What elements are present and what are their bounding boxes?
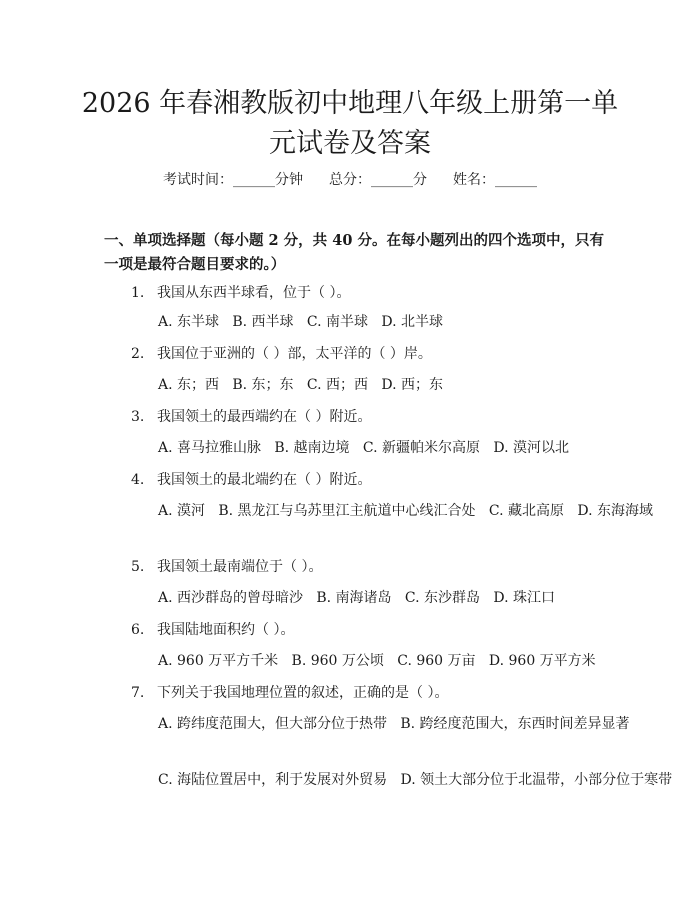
options-text: A. 漠河 B. 黑龙江与乌苏里江主航道中心线汇合处 C. 藏北高原 D. 东海海域 bbox=[158, 503, 653, 519]
options-text: A. 东半球 B. 西半球 C. 南半球 D. 北半球 bbox=[158, 314, 443, 330]
options-text: A. 960 万平方千米 B. 960 万公顷 C. 960 万亩 D. 960 万平方米 bbox=[158, 653, 596, 669]
exam-title: 2026 年春湘教版初中地理八年级上册第一单元试卷及答案 bbox=[81, 88, 619, 159]
question-5-options bbox=[104, 586, 600, 610]
question-text: 我国陆地面积约（ ）。 bbox=[157, 622, 295, 638]
question-7-options-ab bbox=[104, 712, 630, 736]
question-number: 4. bbox=[131, 472, 145, 488]
question-number: 7. bbox=[131, 685, 145, 701]
question-3-options bbox=[104, 436, 600, 460]
section-heading: 一、单项选择题（每小题 2 分，共 40 分。在每小题列出的四个选项中，只有一项是最符合题目要求的。） bbox=[104, 232, 604, 273]
question-text: 我国领土最南端位于（ ）。 bbox=[157, 559, 323, 575]
question-text: 我国领土的最北端约在（ ）附近。 bbox=[157, 472, 372, 488]
question-7-options-cd bbox=[104, 768, 673, 792]
question-6 bbox=[104, 618, 600, 642]
options-text: A. 东；西 B. 东；东 C. 西；西 D. 西；东 bbox=[158, 377, 443, 393]
question-7 bbox=[104, 681, 600, 705]
exam-meta bbox=[0, 170, 700, 190]
student-name-field: 姓名：______ bbox=[453, 172, 537, 188]
question-number: 6. bbox=[131, 622, 145, 638]
question-number: 2. bbox=[131, 346, 145, 362]
question-number: 3. bbox=[131, 409, 145, 425]
total-score-field: 总分：______分 bbox=[329, 172, 427, 188]
options-text: A. 喜马拉雅山脉 B. 越南边境 C. 新疆帕米尔高原 D. 漠河以北 bbox=[158, 440, 569, 456]
exam-time-field: 考试时间：______分钟 bbox=[163, 172, 303, 188]
question-number: 5. bbox=[131, 559, 145, 575]
question-text: 我国位于亚洲的（ ）部，太平洋的（ ）岸。 bbox=[157, 346, 432, 362]
question-3 bbox=[104, 405, 600, 429]
question-2 bbox=[104, 342, 600, 366]
question-text: 我国从东西半球看，位于（ ）。 bbox=[157, 285, 351, 301]
question-4 bbox=[104, 468, 600, 492]
question-4-options bbox=[104, 499, 653, 523]
question-5 bbox=[104, 555, 600, 579]
options-text: A. 西沙群岛的曾母暗沙 B. 南海诸岛 C. 东沙群岛 D. 珠江口 bbox=[158, 590, 555, 606]
options-text: C. 海陆位置居中，利于发展对外贸易 D. 领土大部分位于北温带，小部分位于寒带 bbox=[158, 772, 673, 788]
question-text: 下列关于我国地理位置的叙述，正确的是（ ）。 bbox=[157, 685, 449, 701]
question-text: 我国领土的最西端约在（ ）附近。 bbox=[157, 409, 372, 425]
question-number: 1. bbox=[131, 285, 145, 301]
question-2-options bbox=[104, 373, 600, 397]
question-1 bbox=[104, 281, 600, 305]
question-1-options bbox=[104, 310, 600, 334]
options-text: A. 跨纬度范围大，但大部分位于热带 B. 跨经度范围大，东西时间差异显著 bbox=[158, 716, 630, 732]
question-6-options bbox=[104, 649, 600, 673]
